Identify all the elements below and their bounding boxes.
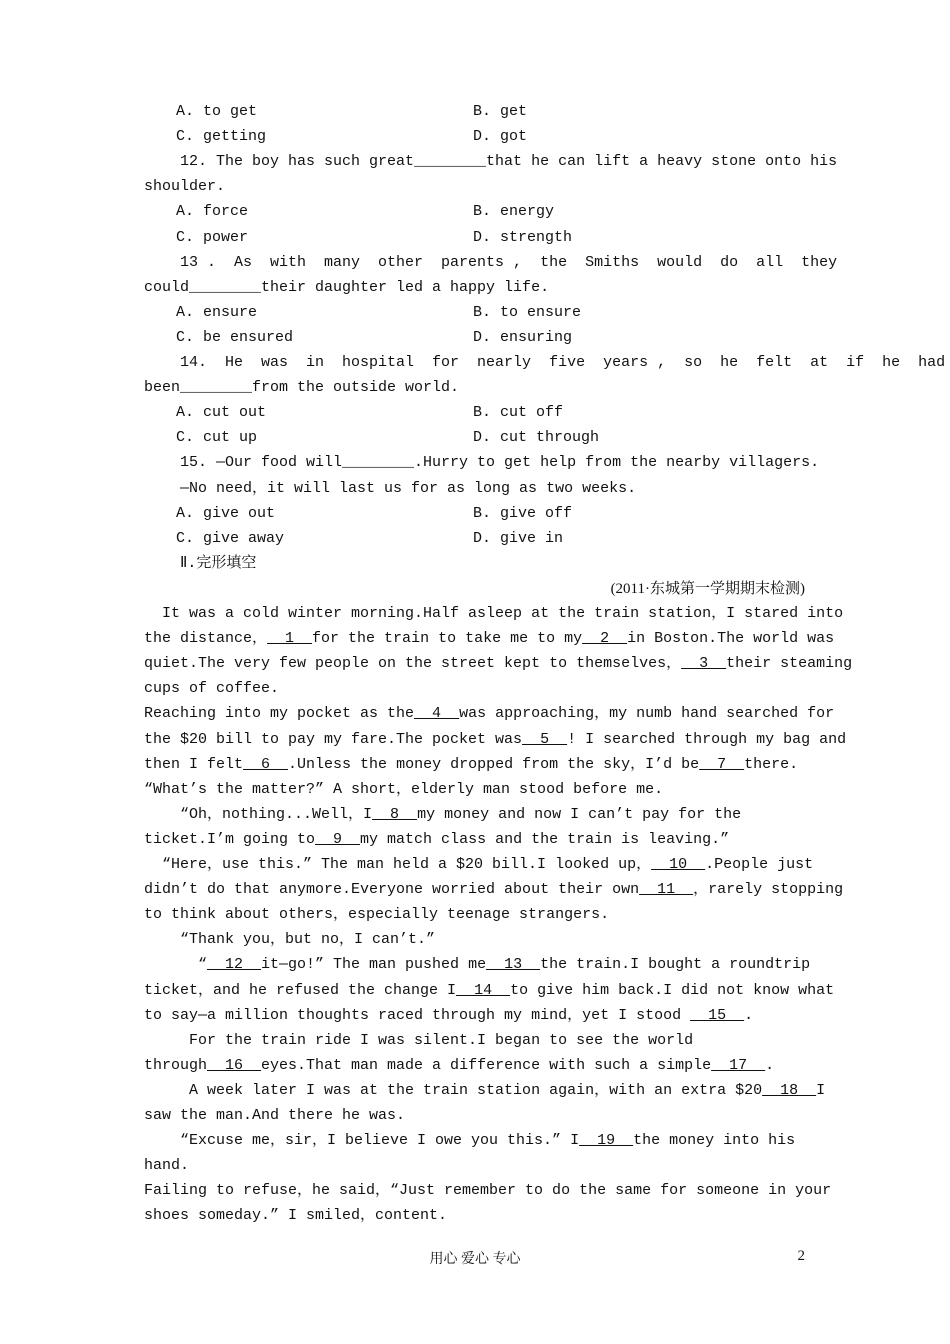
q14-stem-line1: 14. He was in hospital for nearly five years , so he felt at if he had — [144, 354, 946, 371]
blank-16: 16 — [207, 1056, 262, 1074]
page-footer: 用心 爱心 专心 — [429, 1252, 521, 1267]
passage-line: the $20 bill to pay my fare.The pocket was 5 ! I searched through my bag and — [144, 730, 847, 748]
q14-option-right: D. cut through — [473, 429, 600, 447]
blank-8: 8 — [372, 805, 418, 823]
section-heading: Ⅱ.完形填空 — [144, 554, 257, 572]
blank-7: 7 — [699, 755, 745, 773]
blank-11: 11 — [639, 881, 694, 899]
passage-line: hand. — [144, 1157, 190, 1175]
q13-option-left: A. ensure — [176, 303, 258, 321]
q11-option-right: B. get — [473, 103, 528, 120]
blank-1: 1 — [267, 630, 313, 648]
passage-line: “What’s the matter?” A short，elderly man stood before me. — [144, 780, 664, 798]
passage-line: Reaching into my pocket as the 4 was approaching，my numb hand searched for — [144, 705, 835, 723]
passage-line: didn’t do that anymore.Everyone worried about their own 11 ，rarely stopping — [144, 881, 844, 899]
q12-option-left: A. force — [176, 203, 249, 221]
blank-3: 3 — [681, 655, 727, 673]
passage-line: For the train ride I was silent.I began to see the world — [144, 1031, 694, 1049]
passage-line: “ 12 it—go!” The man pushed me 13 the train.I bought a roundtrip — [144, 956, 811, 974]
q12-stem-line2: shoulder. — [144, 178, 226, 196]
q11-option-right: D. got — [473, 128, 528, 146]
q11-option-left: A. to get — [176, 103, 258, 120]
q15-stem-line1: 15. —Our food will________.Hurry to get help from the nearby villagers. — [144, 454, 820, 472]
blank-4: 4 — [414, 705, 460, 723]
passage-line: A week later I was at the train station again，with an extra $20 18 I — [144, 1081, 826, 1099]
passage-line: through 16 eyes.That man made a difference with such a simple 17 . — [144, 1056, 775, 1074]
q14-option-left: C. cut up — [176, 429, 258, 447]
blank-2: 2 — [582, 630, 628, 648]
q15-option-right: D. give in — [473, 529, 564, 547]
blank-12: 12 — [207, 956, 262, 974]
passage-line: then I felt 6 .Unless the money dropped from the sky，I’d be 7 there. — [144, 755, 799, 773]
page-number: 2 — [797, 1248, 805, 1264]
blank-6: 6 — [243, 755, 289, 773]
passage-line: to say—a million thoughts raced through my mind，yet I stood 15 . — [144, 1006, 754, 1024]
q14-stem-line2: been________from the outside world. — [144, 379, 460, 397]
passage-line: “Oh，nothing...Well，I 8 my money and now I can’t pay for the — [144, 805, 742, 823]
blank-13: 13 — [486, 956, 541, 974]
passage-line: “Thank you，but no，I can’t.” — [144, 931, 436, 949]
q15-stem-line2: —No need，it will last us for as long as two weeks. — [144, 479, 637, 497]
passage-line: quiet.The very few people on the street kept to themselves， 3 their steaming — [144, 655, 853, 673]
blank-15: 15 — [690, 1006, 745, 1024]
passage-line: It was a cold winter morning.Half asleep at the train station，I stared into — [144, 605, 844, 622]
q12-stem-line1: 12. The boy has such great________that he can lift a heavy stone onto his — [144, 153, 838, 171]
q15-option-right: B. give off — [473, 504, 573, 522]
blank-17: 17 — [711, 1056, 766, 1074]
q13-option-left: C. be ensured — [176, 328, 294, 346]
q13-option-right: D. ensuring — [473, 328, 573, 346]
blank-5: 5 — [522, 730, 568, 748]
source-citation: (2011·东城第一学期期末检测) — [610, 581, 805, 597]
q12-option-right: B. energy — [473, 203, 555, 221]
passage-line: to think about others，especially teenage strangers. — [144, 906, 610, 924]
passage-line: ticket，and he refused the change I 14 to give him back.I did not know what — [144, 981, 835, 999]
q15-option-left: A. give out — [176, 504, 276, 522]
passage-line: shoes someday.” I smiled，content. — [144, 1207, 448, 1225]
blank-10: 10 — [651, 856, 706, 873]
q12-option-right: D. strength — [473, 228, 573, 246]
passage-line: the distance， 1 for the train to take me to my 2 in Boston.The world was — [144, 630, 835, 648]
q14-option-right: B. cut off — [473, 404, 564, 422]
blank-9: 9 — [315, 830, 361, 848]
blank-18: 18 — [762, 1081, 817, 1099]
q11-option-left: C. getting — [176, 128, 267, 146]
q13-option-right: B. to ensure — [473, 303, 582, 321]
passage-line: “Here，use this.” The man held a $20 bill.I looked up， 10 .People just — [144, 856, 814, 873]
passage-line: cups of coffee. — [144, 680, 280, 698]
q13-stem-line1: 13 . As with many other parents , the Smiths would do all they — [144, 253, 838, 271]
blank-19: 19 — [579, 1132, 634, 1150]
passage-line: ticket.I’m going to 9 my match class and the train is leaving.” — [144, 830, 730, 848]
q13-stem-line2: could________their daughter led a happy life. — [144, 278, 550, 296]
blank-14: 14 — [456, 981, 511, 999]
passage-line: Failing to refuse，he said，“Just remember to do the same for someone in your — [144, 1182, 832, 1200]
q12-option-left: C. power — [176, 228, 249, 246]
q15-option-left: C. give away — [176, 529, 285, 547]
passage-line: saw the man.And there he was. — [144, 1107, 406, 1124]
q14-option-left: A. cut out — [176, 404, 267, 422]
passage-line: “Excuse me，sir，I believe I owe you this.” I 19 the money into his — [144, 1132, 796, 1150]
